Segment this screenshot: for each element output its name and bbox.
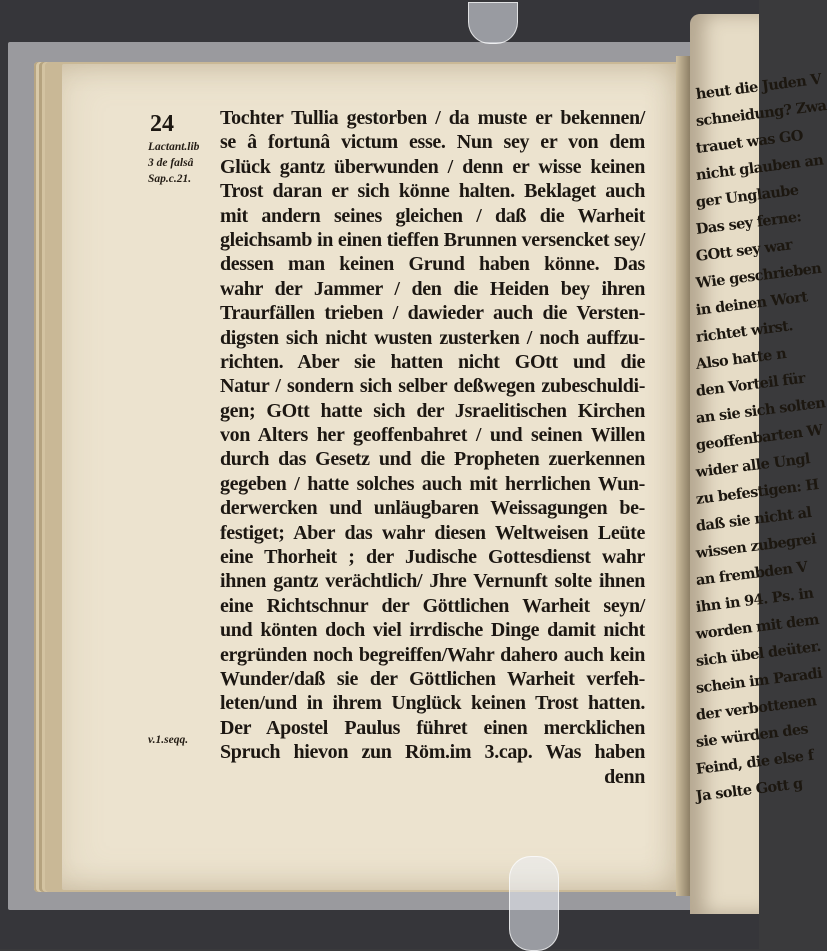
next-page-line: an frembden V [694,558,809,589]
text-line: leten/und in ihrem Unglück keinen Trost hatten. [220,692,645,715]
next-page-line: Wie geschrieben [694,259,823,292]
next-page-line: GOtt sey war [694,236,793,265]
next-page-line: in deinen Wort [694,288,809,319]
text-line: festiget; Aber das wahr diesen Weltweisen Leüte [220,521,645,544]
margin-note-reference: v.1.seqq. [148,734,189,746]
text-line: eine Richtschnur der Göttlichen Warheit seyn/ [220,594,645,617]
text-line: se â fortunâ victum esse. Nun sey er von dem [220,131,645,154]
text-line: von Alters her geoffenbahret / und seinen Willen [220,424,645,447]
text-line: gleichsamb in einen tieffen Brunnen versencket sey/ [220,228,645,251]
text-line: Trost daran er sich könne halten. Beklaget auch [220,180,645,203]
text-line: durch das Gesetz und die Propheten zuerkennen [220,448,645,471]
text-line: Tochter Tullia gestorben / da muste er bekennen/ [220,107,645,129]
text-line: Spruch hievon zun Röm.im 3.cap. Was haben [220,741,645,764]
next-page-line: Das sey ferne: [694,208,803,238]
text-line: und könten doch viel irrdische Dinge damit nicht [220,619,645,642]
next-page-line: wissen zubegrei [694,530,817,562]
margin-note-line: Lactant.lib [148,141,200,153]
text-line: mit andern seines gleichen / daß die Warheit [220,204,645,227]
text-line: Natur / sondern sich selber deßwegen zubeschuldi- [220,375,645,398]
text-line: denn [604,765,645,788]
right-page-fragment [690,14,827,914]
next-page-line: richtet wirst. [694,317,794,346]
margin-note-line: 3 de falsâ [148,157,194,169]
next-page-line: heut die Juden V [694,70,823,103]
text-line: eine Thorheit ; der Judische Gottesdienst wahr [220,546,645,569]
body-text [220,106,645,789]
text-line: Glück gantz überwunden / denn er wisse keinen [220,155,645,178]
next-page-line: Also hatte n [694,345,787,373]
next-page-line: der verbottenen [694,692,818,724]
text-line: gegeben / hatte solches auch mit herrlichen Wun- [220,472,645,495]
next-page-line: sie würden des [694,720,809,751]
text-line: Wunder/daß sie der Göttlichen Warheit verfeh- [220,667,645,690]
next-page-line: sich übel deüter. [694,637,822,670]
next-page-line: schneidung? Zwa [694,97,827,130]
next-page-line: wider alle Ungl [694,450,811,481]
text-line: derwercken und unläugbaren Weissagungen be- [220,497,645,520]
next-page-line: nicht glauben an [694,151,825,184]
text-line: richten. Aber sie hatten nicht GOtt und die [220,350,645,373]
page-number: 24 [150,111,174,137]
next-page-line: Feind, die else f [694,746,815,778]
text-line: wahr der Jammer / den die Heiden bey ihren [220,277,645,300]
margin-note-lactantius [148,139,199,187]
text-line: gen; GOtt hatte sich der Jsraelitischen Kirchen [220,399,645,422]
text-line: Traurfällen trieben / dawieder auch die Versten- [220,302,645,325]
text-line: ergründen noch begreiffen/Wahr dahero auch kein [220,643,645,666]
next-page-line: schein im Paradi [694,664,823,697]
next-page-line: an sie sich solten [694,394,827,427]
next-page-line: zu befestigen: H [694,476,820,508]
margin-note-line: Sap.c.21. [148,173,192,185]
next-page-line: trauet was GO [694,126,804,157]
next-page-line: geoffenbarten W [694,421,824,454]
page-clip-bottom [509,856,559,951]
text-line: Der Apostel Paulus führet einen mercklichen [220,716,645,739]
text-line: ihnen gantz verächtlich/ Jhre Vernunft solte ihnen [220,570,645,593]
next-page-line: ihn in 94. Ps. in [694,584,815,616]
next-page-line: den Vorteil für [694,369,806,400]
next-page-line: daß sie nicht al [694,503,813,535]
text-line: digsten sich nicht wusten zusterken / noch auffzu- [220,326,645,349]
page-clip-top [468,2,518,44]
next-page-line: Ja solte Gott g [694,774,804,805]
next-page-line: ger Unglaube [694,181,800,211]
next-page-line: worden mit dem [694,610,820,643]
text-line: dessen man keinen Grund haben könne. Das [220,253,645,276]
